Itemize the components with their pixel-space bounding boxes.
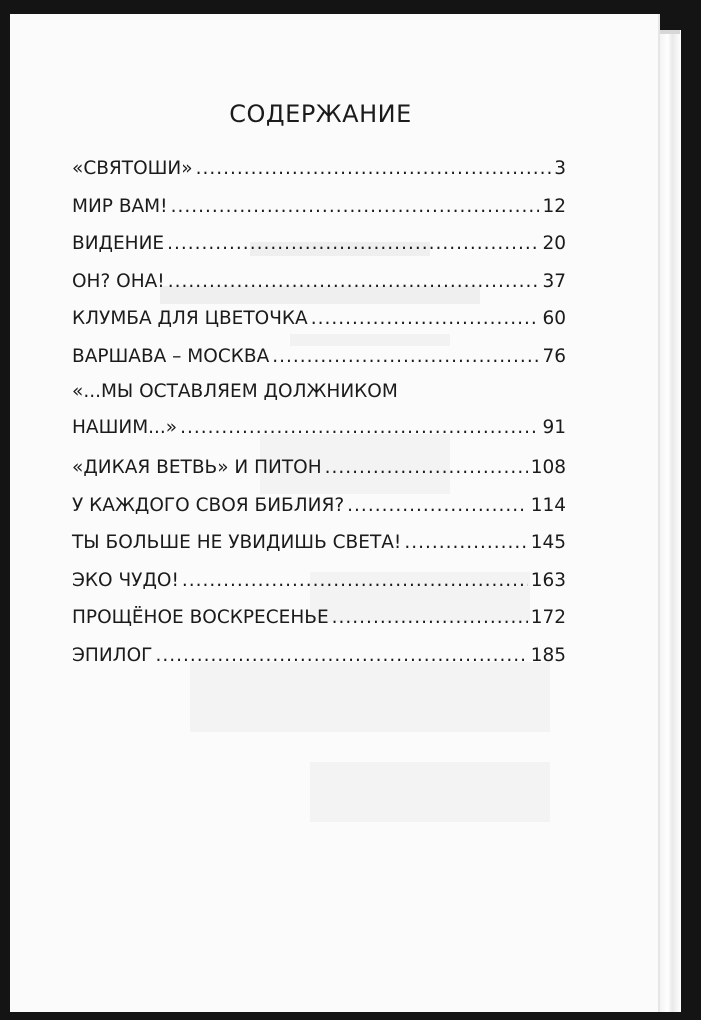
toc-entry-page: 185 bbox=[530, 644, 566, 666]
toc-entry-page: 3 bbox=[554, 158, 566, 179]
toc-entry-title: «ДИКАЯ ВЕТВЬ» И ПИТОН bbox=[72, 457, 322, 478]
book-page bbox=[10, 14, 660, 1012]
toc-leader-dots bbox=[332, 607, 528, 628]
toc-entry-title: ЭПИЛОГ bbox=[72, 644, 153, 666]
toc-entry-page: 12 bbox=[542, 195, 566, 217]
toc-entry-page: 60 bbox=[542, 308, 566, 329]
page-edge bbox=[658, 30, 681, 1012]
toc-entry bbox=[72, 526, 566, 564]
toc-leader-dots bbox=[180, 417, 539, 438]
toc-entry-title: ВИДЕНИЕ bbox=[72, 233, 165, 254]
toc-leader-dots bbox=[311, 308, 540, 329]
toc-entry bbox=[72, 302, 566, 340]
toc-entry-page: 76 bbox=[542, 345, 566, 367]
toc-entry bbox=[72, 639, 566, 677]
toc-entry-title: ПРОЩЁНОЕ ВОСКРЕСЕНЬЕ bbox=[72, 607, 329, 628]
toc-leader-dots bbox=[272, 346, 539, 367]
toc-entry-page: 91 bbox=[542, 417, 566, 438]
toc-entry-title: ЭКО ЧУДО! bbox=[72, 569, 179, 591]
show-through-texture bbox=[310, 762, 550, 822]
toc-entry-title: МИР ВАМ! bbox=[72, 195, 168, 217]
toc-entry-page: 108 bbox=[530, 457, 566, 478]
toc-leader-dots bbox=[404, 532, 527, 553]
toc-entry-page: 172 bbox=[530, 607, 566, 628]
toc-entry bbox=[72, 152, 566, 190]
toc-entry bbox=[72, 601, 566, 639]
toc-entry-title-line1: «...МЫ ОСТАВЛЯЕМ ДОЛЖНИКОМ bbox=[72, 381, 398, 402]
toc-entry-page: 145 bbox=[530, 532, 566, 553]
page-edge-shadow bbox=[658, 30, 680, 34]
toc-entry bbox=[72, 564, 566, 602]
toc-leader-dots bbox=[182, 570, 528, 591]
toc-entry bbox=[72, 265, 566, 303]
toc-entry-page: 20 bbox=[542, 233, 566, 254]
toc-entry-page: 163 bbox=[530, 569, 566, 591]
toc-entry bbox=[72, 451, 566, 489]
toc-entry-title: ОН? ОНА! bbox=[72, 270, 165, 292]
toc-entry-title: У КАЖДОГО СВОЯ БИБЛИЯ? bbox=[72, 494, 345, 516]
toc-entry-title: ВАРШАВА – МОСКВА bbox=[72, 345, 270, 367]
toc-entry-title: «СВЯТОШИ» bbox=[72, 158, 193, 179]
page-title: СОДЕРЖАНИЕ bbox=[229, 100, 412, 128]
toc-entry-title: КЛУМБА ДЛЯ ЦВЕТОЧКА bbox=[72, 308, 308, 329]
toc-leader-dots bbox=[325, 457, 528, 478]
toc-entry bbox=[72, 190, 566, 228]
table-of-contents bbox=[72, 152, 566, 676]
toc-entry bbox=[72, 227, 566, 265]
toc-leader-dots bbox=[171, 196, 540, 217]
toc-leader-dots bbox=[347, 495, 528, 516]
toc-entry bbox=[72, 340, 566, 378]
toc-leader-dots bbox=[167, 233, 539, 254]
toc-leader-dots bbox=[168, 271, 540, 292]
toc-entry-page: 114 bbox=[530, 494, 566, 516]
toc-leader-dots bbox=[155, 645, 527, 666]
toc-entry bbox=[72, 377, 566, 451]
toc-entry-page: 37 bbox=[542, 270, 566, 292]
toc-leader-dots bbox=[196, 158, 552, 179]
toc-entry-title-line2: НАШИМ...» bbox=[72, 417, 178, 438]
toc-entry-title: ТЫ БОЛЬШЕ НЕ УВИДИШЬ СВЕТА! bbox=[72, 532, 402, 553]
toc-entry bbox=[72, 489, 566, 527]
